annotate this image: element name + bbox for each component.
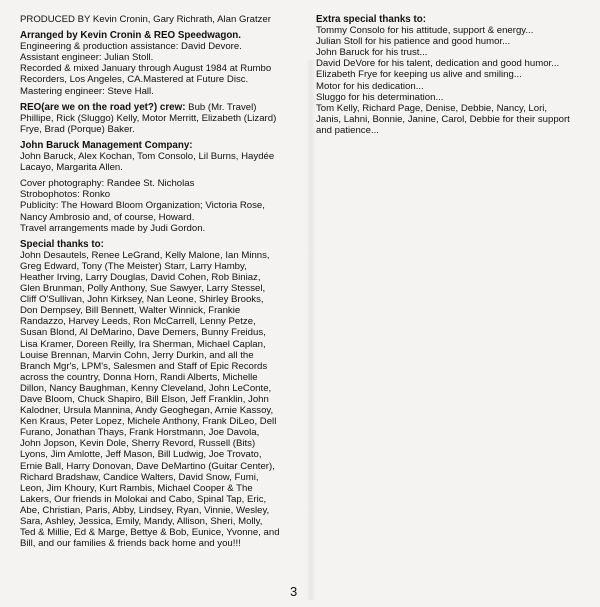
text-line: John Jopson, Kevin Dole, Sherry Revord, Russell (Bits) bbox=[20, 438, 256, 450]
text-line: Ken Kraus, Peter Lopez, Michele Anthony, Frank DiLeo, Dell bbox=[20, 416, 277, 428]
text-line: Lacayo, Margarita Allen. bbox=[20, 162, 123, 174]
text-line: Cover photography: Randee St. Nicholas bbox=[20, 178, 195, 190]
crew-heading: REO(are we on the road yet?) crew: bbox=[20, 101, 186, 113]
text-line: Tom Kelly, Richard Page, Denise, Debbie, Nancy, Lori, bbox=[316, 102, 548, 114]
right-column bbox=[316, 14, 588, 141]
text-line: across the country, Donna Horn, Randi Alberts, Michelle bbox=[20, 371, 258, 383]
management-heading: John Baruck Management Company: bbox=[20, 139, 193, 151]
text-line: John Desautels, Renee LeGrand, Kelly Malone, Ian Minns, bbox=[20, 249, 270, 261]
text-line: Bill, and our families & friends back home and you!!! bbox=[20, 538, 241, 550]
text-line: Engineering & production assistance: David Devore. bbox=[20, 41, 242, 53]
text-line: Sluggo for his determination... bbox=[316, 91, 444, 103]
text-line: Heather Irving, Larry Douglas, David Cohen, Rob Biniaz, bbox=[20, 271, 261, 283]
text-line: Randazzo, Harvey Leeds, Ron McCarrell, Lenny Petze, bbox=[20, 316, 256, 328]
extra-thanks-lines bbox=[316, 25, 588, 136]
text-line: Frye, Brad (Porque) Baker. bbox=[20, 123, 135, 135]
text-line: Richard Bradshaw, Candice Walters, David Snow, Fumi, bbox=[20, 471, 259, 483]
text-line: John Baruck for his trust... bbox=[316, 47, 428, 59]
text-line: Furano, Jonathan Thays, Frank Horstmann, Joe Davola, bbox=[20, 427, 260, 439]
produced-by-line: PRODUCED BY Kevin Cronin, Gary Richrath, Alan Gratzer bbox=[20, 14, 271, 25]
text-line: Susan Blond, Al DeMarino, Dave Demers, Bunny Freidus, bbox=[20, 327, 266, 339]
text-line: Dillon, Nancy Baughman, Kenny Cleveland, John LeConte, bbox=[20, 382, 272, 394]
produced-by bbox=[20, 14, 305, 25]
text-line: Lakers, Our friends in Molokai and Cabo, Spinal Tap, Eric, bbox=[20, 493, 267, 505]
text-line: Motor for his dedication... bbox=[316, 80, 424, 92]
text-line: Leon, Jim Khoury, Kurt Rambis, Michael Cooper & The bbox=[20, 482, 253, 494]
text-line: Recorders, Los Angeles, CA.Mastered at Future Disc. bbox=[20, 74, 249, 86]
text-line: Janis, Lahni, Bonnie, Janine, Carol, Debbie for their support bbox=[316, 113, 570, 125]
text-line: Louise Brennan, Marvin Cohn, Jerry Durkin, and all the bbox=[20, 349, 254, 361]
text-line: Publicity: The Howard Bloom Organization; Victoria Rose, bbox=[20, 200, 265, 212]
text-line: Assistant engineer: Julian Stoll. bbox=[20, 52, 154, 64]
text-line: Recorded & mixed January through August 1984 at Rumbo bbox=[20, 63, 272, 75]
text-line: Nancy Ambrosio and, of course, Howard. bbox=[20, 211, 195, 223]
arranged-lines bbox=[20, 41, 305, 96]
text-line: Elizabeth Frye for keeping us alive and smiling... bbox=[316, 69, 522, 81]
left-column bbox=[20, 14, 305, 554]
text-line: Don Dempsey, Bill Bennett, Walter Winnick, Frankie bbox=[20, 305, 241, 317]
text-line: Lisa Kramer, Doreen Reilly, Ira Sherman, Michael Caplan, bbox=[20, 338, 266, 350]
text-line: Phillipe, Rick (Sluggo) Kelly, Motor Merritt, Elizabeth (Lizard) bbox=[20, 112, 277, 124]
credits-section bbox=[20, 178, 305, 233]
special-thanks-lines bbox=[20, 250, 305, 550]
text-line: David DeVore for his talent, dedication and good humor... bbox=[316, 58, 560, 70]
text-line: Cliff O'Sullivan, John Kirksey, Nan Leone, Shirley Brooks, bbox=[20, 294, 264, 306]
special-thanks-heading: Special thanks to: bbox=[20, 238, 104, 250]
text-line: Glen Brunman, Polly Anthony, Sue Sawyer, Larry Stessel, bbox=[20, 283, 266, 295]
text-line: and patience... bbox=[316, 124, 379, 136]
page-number: 3 bbox=[290, 584, 298, 599]
text-line: Strobophotos: Ronko bbox=[20, 189, 111, 201]
text-line: Abe, Christian, Paris, Abby, Lindsey, Ryan, Vinnie, Wesley, bbox=[20, 504, 270, 516]
crew-text: Bub (Mr. Travel) bbox=[185, 101, 257, 113]
text-line: Mastering engineer: Steve Hall. bbox=[20, 85, 154, 97]
arranged-section bbox=[20, 30, 305, 97]
arranged-heading: Arranged by Kevin Cronin & REO Speedwagon. bbox=[20, 30, 242, 42]
text-line: Branch Mgr's, LPM's, Salesmen and Staff of Epic Records bbox=[20, 360, 268, 372]
text-line: Travel arrangements made by Judi Gordon. bbox=[20, 222, 206, 234]
extra-thanks-heading: Extra special thanks to: bbox=[316, 14, 426, 25]
crew-section bbox=[20, 102, 305, 135]
crew-first-line bbox=[20, 102, 305, 113]
special-thanks-section bbox=[20, 239, 305, 550]
text-line: John Baruck, Alex Kochan, Tom Consolo, Lil Burns, Haydée bbox=[20, 151, 275, 163]
management-section bbox=[20, 140, 305, 173]
text-line: Lyons, Jim Amlotte, Jeff Mason, Bill Ludwig, Joe Trovato, bbox=[20, 449, 262, 461]
text-line: Ted & Millie, Ed & Marge, Bettye & Bob, Eunice, Yvonne, and bbox=[20, 527, 280, 539]
text-line: Dave Bloom, Chuck Shapiro, Bill Elson, Jeff Franklin, John bbox=[20, 394, 269, 405]
text-line: Ernie Ball, Harry Donovan, Dave DeMartino (Guitar Center), bbox=[20, 460, 275, 472]
text-line: Tommy Consolo for his attitude, support & energy... bbox=[316, 25, 534, 37]
show-through-shadow bbox=[306, 60, 316, 600]
text-line: Sara, Ashley, Jessica, Emily, Mandy, Allison, Sheri, Molly, bbox=[20, 516, 263, 528]
text-line: Julian Stoll for his patience and good humor... bbox=[316, 36, 511, 48]
extra-thanks-section bbox=[316, 14, 588, 136]
text-line: Greg Edward, Tony (The Meister) Starr, Larry Hamby, bbox=[20, 260, 247, 272]
text-line: Kalodner, Ursula Mannina, Andy Geoghegan, Arnie Kassoy, bbox=[20, 405, 274, 417]
